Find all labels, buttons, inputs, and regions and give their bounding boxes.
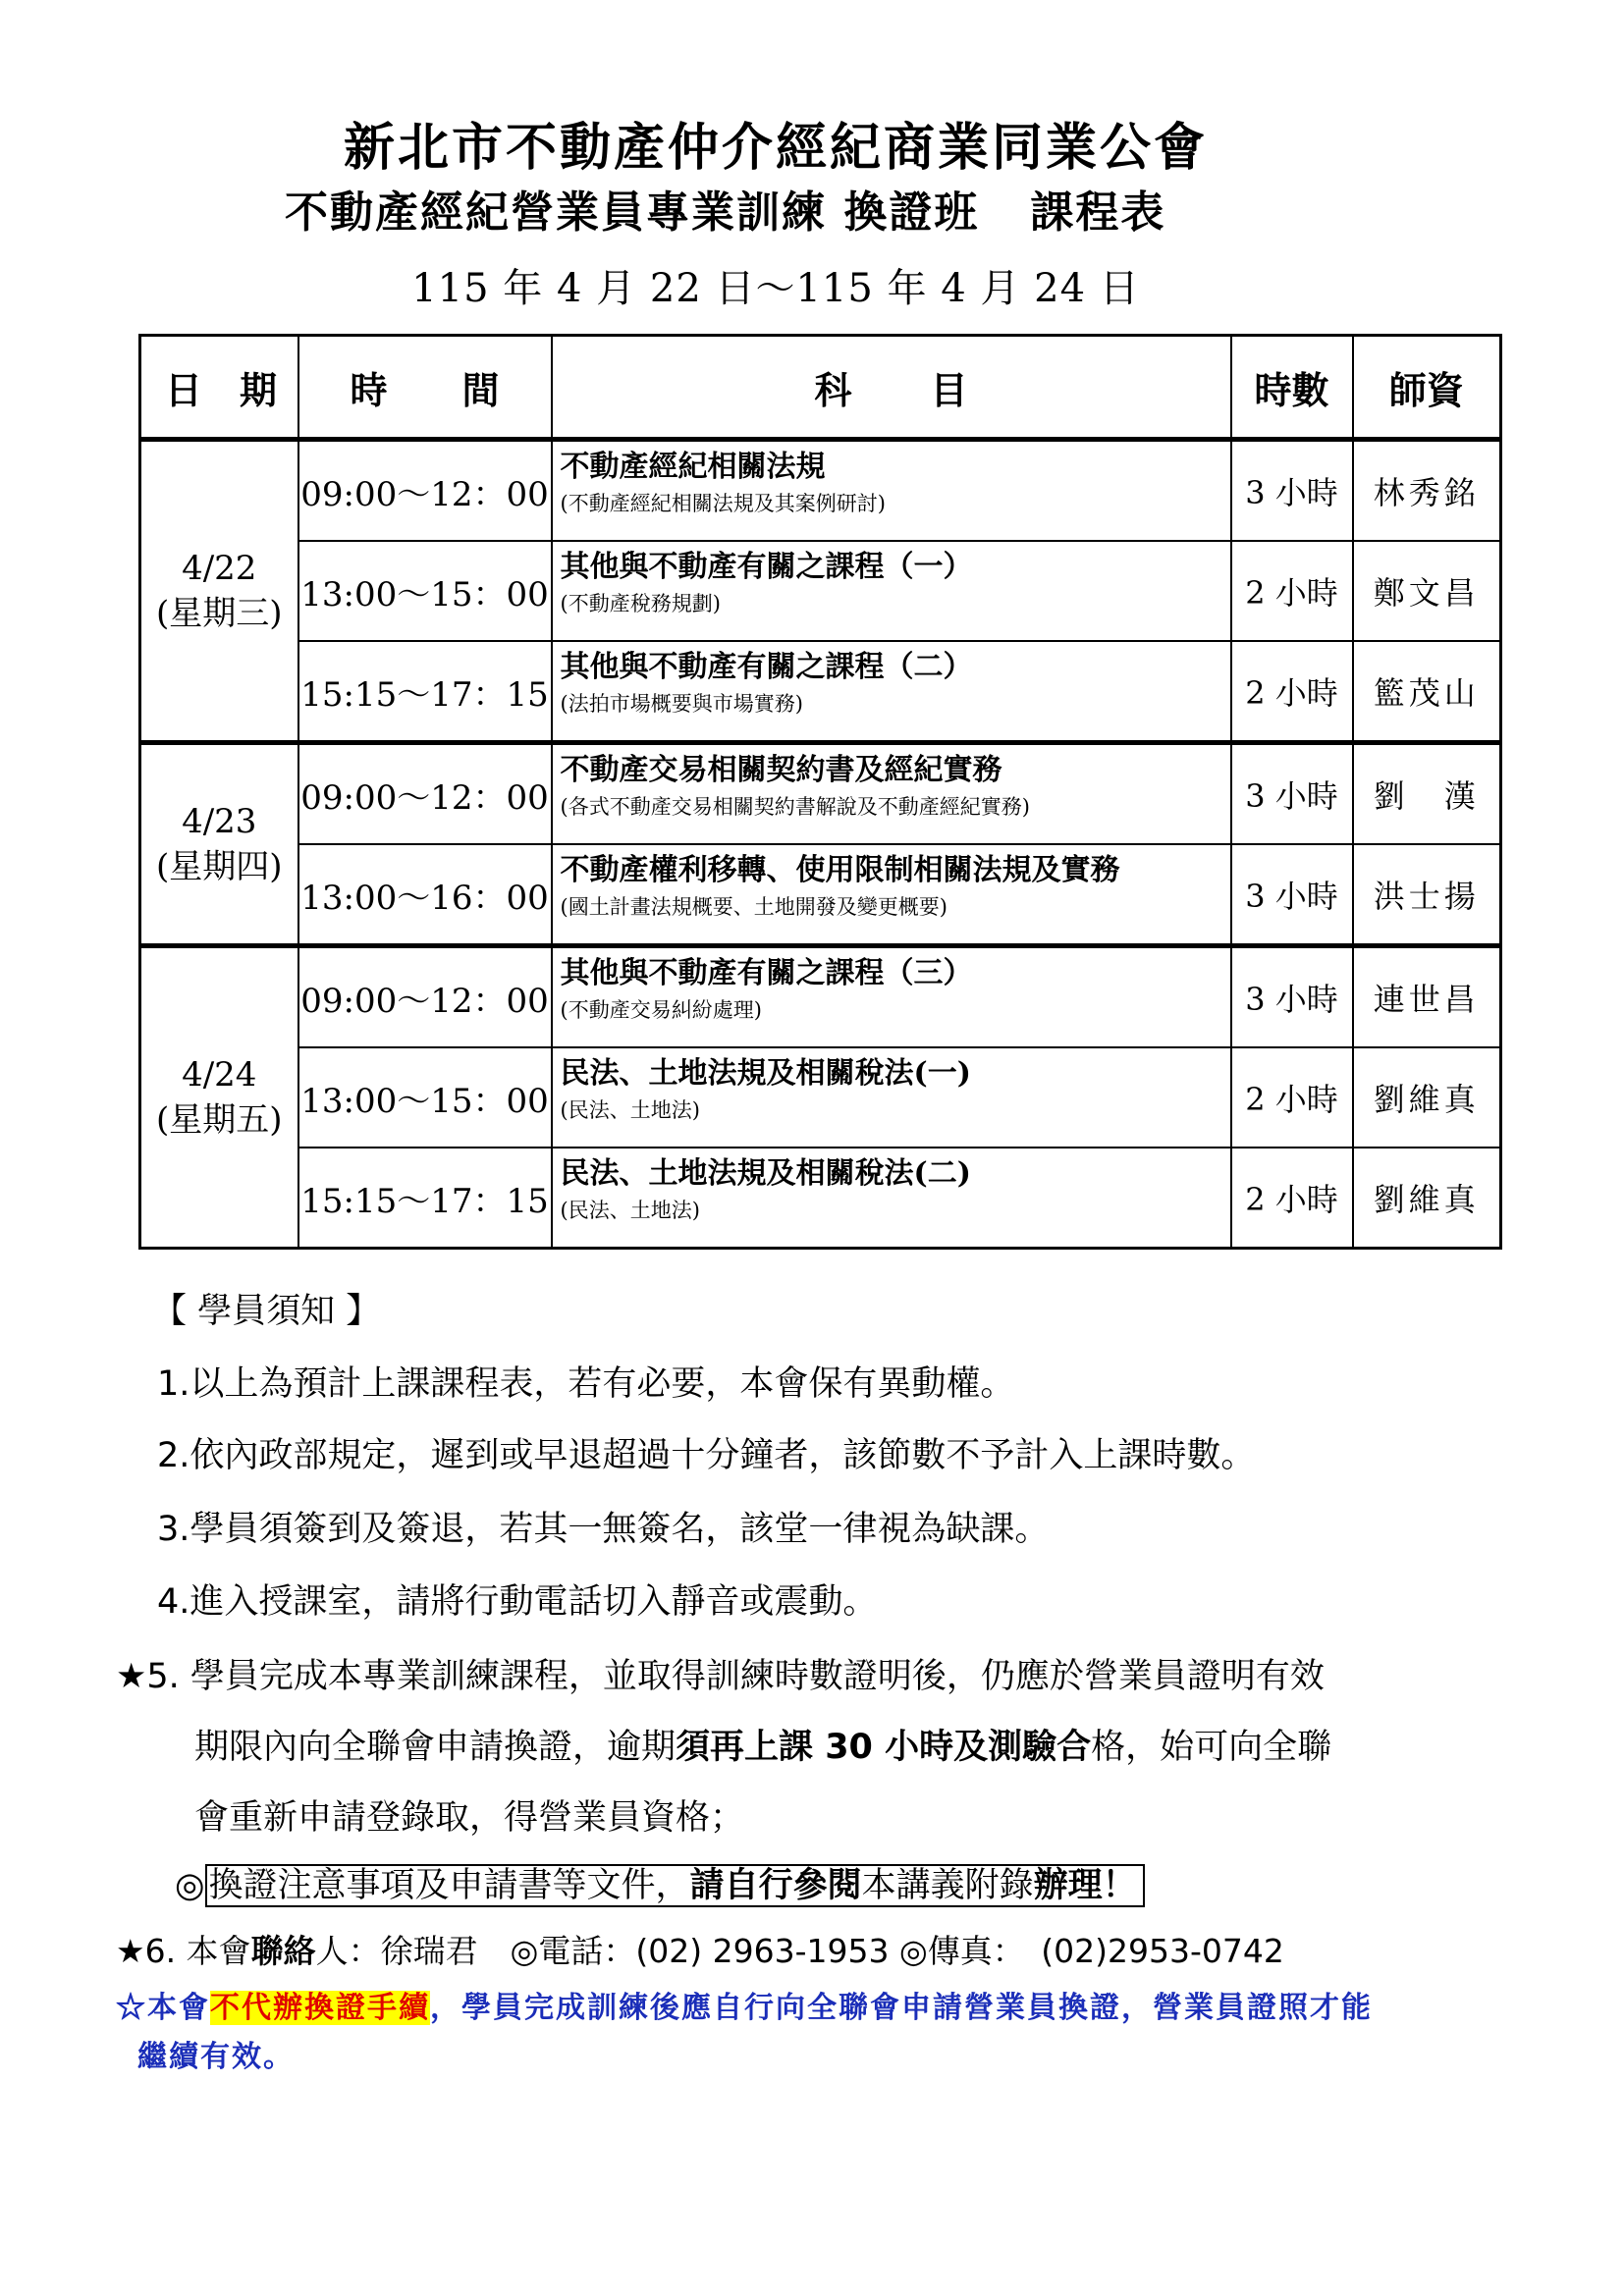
- header-subject: 科目: [552, 336, 1231, 440]
- session-teacher: 籃茂山: [1353, 641, 1501, 743]
- note-5-text: 期限內向全聯會申請換證，逾期: [194, 1728, 677, 1767]
- note-1: 1.以上為預計上課課程表，若有必要，本會保有異動權。: [157, 1364, 1015, 1404]
- header-hours: 時數: [1231, 336, 1353, 440]
- org-title: 新北市不動產仲介經紀商業同業公會: [343, 118, 1208, 178]
- session-subtitle: (民法、土地法): [560, 1199, 700, 1222]
- session-time: 09:00～12：00: [298, 946, 552, 1048]
- session-time: 09:00～12：00: [298, 743, 552, 845]
- session-subtitle: (民法、土地法): [560, 1098, 700, 1122]
- session-hours: 2 小時: [1231, 1047, 1353, 1148]
- session-title: 其他與不動產有關之課程（三）: [560, 956, 973, 990]
- session-subject: [552, 844, 1231, 946]
- contact-prefix: ★6. 本會: [116, 1932, 251, 1970]
- notice-line-2: 繼續有效。: [137, 2040, 295, 2074]
- session-teacher: 林秀銘: [1353, 440, 1501, 542]
- session-subtitle: (不動產交易糾紛處理): [560, 998, 762, 1022]
- course-title-suffix: 課程表: [1030, 187, 1166, 238]
- session-hours: 3 小時: [1231, 440, 1353, 542]
- note-5-line-1: ★5. 學員完成本專業訓練課程，並取得訓練時數證明後，仍應於營業員證明有效: [116, 1657, 1325, 1696]
- session-hours: 3 小時: [1231, 743, 1353, 845]
- session-subtitle: (各式不動產交易相關契約書解說及不動產經紀實務): [560, 795, 1030, 819]
- session-subtitle: (法拍市場概要與市場實務): [560, 692, 803, 716]
- note-5-prefix: ◎: [175, 1866, 205, 1905]
- notice-highlight: 不代辦換證手續: [210, 1991, 430, 2025]
- table-row: [140, 440, 1501, 542]
- note-5-text: 格，始可向全聯: [1091, 1728, 1332, 1767]
- session-title: 民法、土地法規及相關稅法(一): [560, 1056, 971, 1091]
- attachment-reminder-box: [205, 1864, 1145, 1907]
- table-row: [140, 541, 1501, 641]
- session-time: 13:00～16：00: [298, 844, 552, 946]
- session-title: 不動產權利移轉、使用限制相關法規及實務: [560, 853, 1120, 887]
- table-row: [140, 1047, 1501, 1148]
- session-subject: [552, 641, 1231, 743]
- note-5-line-4: [175, 1858, 1145, 1907]
- session-subject: [552, 743, 1231, 845]
- notice-prefix: ☆本會: [116, 1991, 210, 2025]
- table-row: [140, 743, 1501, 845]
- day-weekday: (星期三): [155, 594, 283, 633]
- session-hours: 2 小時: [1231, 641, 1353, 743]
- session-hours: 3 小時: [1231, 946, 1353, 1048]
- session-hours: 3 小時: [1231, 844, 1353, 946]
- session-title: 民法、土地法規及相關稅法(二): [560, 1156, 971, 1191]
- session-time: 13:00～15：00: [298, 1047, 552, 1148]
- table-row: [140, 641, 1501, 743]
- contact-label: 聯絡: [250, 1932, 316, 1970]
- session-teacher: 連世昌: [1353, 946, 1501, 1048]
- session-title: 其他與不動產有關之課程（一）: [560, 550, 973, 584]
- session-subtitle: (不動產稅務規劃): [560, 592, 721, 615]
- day-cell: [140, 946, 298, 1249]
- date-range: 115 年 4 月 22 日～115 年 4 月 24 日: [411, 266, 1140, 311]
- table-header-row: [140, 336, 1501, 440]
- session-subtitle: (不動產經紀相關法規及其案例研討): [560, 492, 886, 515]
- session-teacher: 劉維真: [1353, 1148, 1501, 1249]
- table-row: [140, 946, 1501, 1048]
- session-teacher: 洪士揚: [1353, 844, 1501, 946]
- session-time: 15:15～17：15: [298, 641, 552, 743]
- header-teacher: 師資: [1353, 336, 1501, 440]
- note-6-contact: [116, 1926, 1284, 1972]
- reminder-emphasis: 請自行參閱: [689, 1866, 862, 1905]
- course-title-main: 不動產經紀營業員專業訓練 換證班: [285, 187, 980, 238]
- session-teacher: 劉 漢: [1353, 743, 1501, 845]
- session-subject: [552, 946, 1231, 1048]
- session-time: 13:00～15：00: [298, 541, 552, 641]
- notice-line-1: [116, 1983, 1373, 2026]
- session-teacher: 鄭文昌: [1353, 541, 1501, 641]
- note-3: 3.學員須簽到及簽退，若其一無簽名，該堂一律視為缺課。: [157, 1510, 1050, 1549]
- note-5-line-3: 會重新申請登錄取，得營業員資格；: [194, 1798, 745, 1838]
- session-subtitle: (國土計畫法規概要、土地開發及變更概要): [560, 895, 947, 919]
- note-5-emphasis: 須再上課 30 小時及測驗合: [676, 1728, 1092, 1767]
- header-time: 時 間: [298, 336, 552, 440]
- day-date: 4/23: [182, 802, 257, 841]
- session-subject: [552, 541, 1231, 641]
- notice-text: ，學員完成訓練後應自行向全聯會申請營業員換證，營業員證照才能: [430, 1991, 1373, 2025]
- session-subject: [552, 1148, 1231, 1249]
- session-title: 其他與不動產有關之課程（二）: [560, 650, 973, 684]
- note-5-line-2: [194, 1720, 1331, 1769]
- day-date: 4/22: [182, 549, 257, 588]
- session-title: 不動產交易相關契約書及經紀實務: [560, 753, 1002, 787]
- notes-heading: 【 學員須知 】: [152, 1292, 381, 1331]
- session-teacher: 劉維真: [1353, 1047, 1501, 1148]
- day-date: 4/24: [182, 1055, 257, 1095]
- table-row: [140, 844, 1501, 946]
- day-weekday: (星期四): [155, 847, 283, 886]
- note-4: 4.進入授課室，請將行動電話切入靜音或震動。: [157, 1582, 878, 1622]
- day-cell: [140, 743, 298, 946]
- day-weekday: (星期五): [155, 1100, 283, 1140]
- session-hours: 2 小時: [1231, 541, 1353, 641]
- session-hours: 2 小時: [1231, 1148, 1353, 1249]
- session-time: 09:00～12：00: [298, 440, 552, 542]
- session-title: 不動產經紀相關法規: [560, 450, 826, 484]
- day-cell: [140, 440, 298, 743]
- reminder-text: 換證注意事項及申請書等文件，: [208, 1866, 690, 1905]
- session-subject: [552, 440, 1231, 542]
- header-date: 日 期: [140, 336, 298, 440]
- session-time: 15:15～17：15: [298, 1148, 552, 1249]
- contact-details: 人：徐瑞君 ◎電話：(02) 2963-1953 ◎傳真： (02)2953-0742: [315, 1932, 1284, 1970]
- reminder-text: 本講義附錄: [861, 1866, 1034, 1905]
- course-title: [285, 177, 1165, 240]
- session-subject: [552, 1047, 1231, 1148]
- schedule-table: [138, 334, 1502, 1250]
- reminder-emphasis: 辦理！: [1033, 1866, 1137, 1905]
- note-2: 2.依內政部規定，遲到或早退超過十分鐘者，該節數不予計入上課時數。: [157, 1436, 1256, 1475]
- table-row: [140, 1148, 1501, 1249]
